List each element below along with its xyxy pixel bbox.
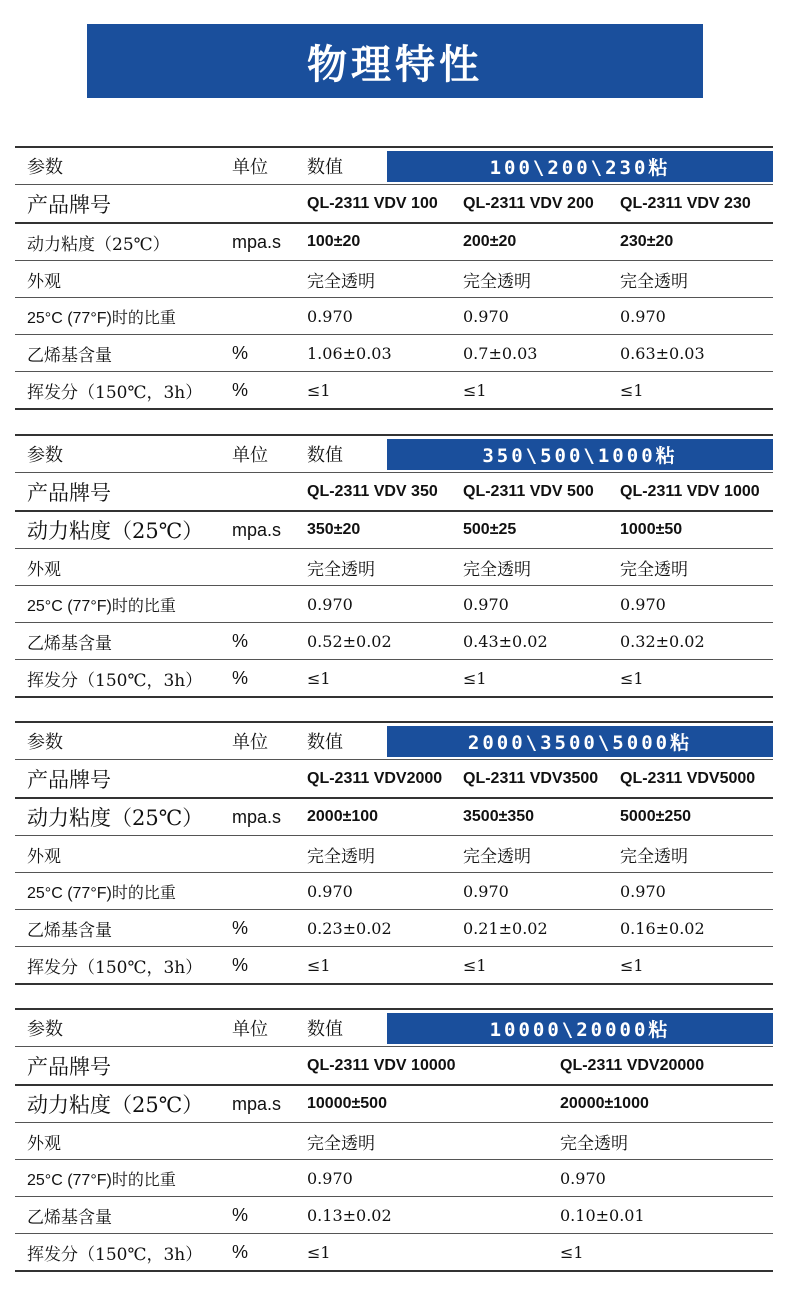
unit-percent: % (232, 917, 249, 938)
header-value: 数值 (307, 1019, 343, 1040)
row-label-gravity: 25°C (77°F)时的比重 (27, 884, 176, 902)
row-label-gravity: 25°C (77°F)时的比重 (27, 1171, 176, 1189)
table-row (15, 586, 773, 623)
table-row (15, 335, 773, 372)
volatile-value: ≤1 (463, 668, 487, 688)
table-header-row (15, 721, 773, 760)
header-unit: 单位 (232, 732, 268, 753)
spec-table (15, 721, 773, 985)
model-value: QL-2311 VDV3500 (463, 769, 599, 787)
row-label-appearance: 外观 (27, 846, 61, 867)
viscosity-range-band: 2000\3500\5000粘 (387, 726, 773, 757)
gravity-value: 0.970 (307, 881, 353, 901)
appearance-value: 完全透明 (620, 271, 688, 292)
appearance-value: 完全透明 (463, 559, 531, 580)
header-param: 参数 (27, 157, 63, 178)
vinyl-value: 0.21±0.02 (463, 918, 548, 938)
table-header-row (15, 1008, 773, 1047)
unit-mpa: mpa.s (232, 519, 282, 540)
row-label-appearance: 外观 (27, 271, 61, 292)
gravity-value: 0.970 (307, 306, 353, 326)
row-label-appearance: 外观 (27, 1133, 61, 1154)
header-unit: 单位 (232, 1019, 268, 1040)
appearance-value: 完全透明 (620, 559, 688, 580)
unit-percent: % (232, 379, 249, 400)
table-row (15, 512, 773, 549)
spec-table (15, 434, 773, 698)
page-title: 物理特性 (87, 24, 703, 98)
appearance-value: 完全透明 (620, 846, 688, 867)
gravity-value: 0.970 (307, 594, 353, 614)
vinyl-value: 0.7±0.03 (463, 343, 538, 363)
gravity-value: 0.970 (620, 594, 666, 614)
row-label-gravity: 25°C (77°F)时的比重 (27, 597, 176, 615)
appearance-value: 完全透明 (307, 846, 375, 867)
row-label-volatile: 挥发分（150℃，3h） (27, 957, 203, 978)
viscosity-value: 3500±350 (463, 808, 535, 825)
table-row (15, 799, 773, 836)
volatile-value: ≤1 (307, 380, 331, 400)
viscosity-value: 200±20 (463, 233, 517, 250)
row-label-model: 产品牌号 (27, 192, 111, 217)
row-label-viscosity: 动力粘度（25℃） (27, 1093, 204, 1117)
row-label-vinyl: 乙烯基含量 (27, 1207, 112, 1228)
table-row (15, 760, 773, 799)
appearance-value: 完全透明 (307, 271, 375, 292)
volatile-value: ≤1 (463, 955, 487, 975)
vinyl-value: 0.23±0.02 (307, 918, 392, 938)
unit-percent: % (232, 954, 249, 975)
unit-percent: % (232, 1204, 249, 1225)
row-label-appearance: 外观 (27, 559, 61, 580)
row-label-volatile: 挥发分（150℃，3h） (27, 382, 203, 403)
model-value: QL-2311 VDV 350 (307, 482, 438, 500)
row-label-viscosity: 动力粘度（25℃） (27, 806, 204, 830)
gravity-value: 0.970 (463, 306, 509, 326)
vinyl-value: 0.13±0.02 (307, 1205, 392, 1225)
unit-mpa: mpa.s (232, 231, 282, 252)
table-header-row (15, 434, 773, 473)
gravity-value: 0.970 (463, 881, 509, 901)
table-row (15, 910, 773, 947)
vinyl-value: 0.32±0.02 (620, 631, 705, 651)
row-label-volatile: 挥发分（150℃，3h） (27, 670, 203, 691)
header-unit: 单位 (232, 445, 268, 466)
table-row (15, 836, 773, 873)
model-value: QL-2311 VDV20000 (560, 1056, 705, 1074)
table-row (15, 1047, 773, 1086)
model-value: QL-2311 VDV2000 (307, 769, 443, 787)
unit-mpa: mpa.s (232, 1093, 282, 1114)
viscosity-range-band: 100\200\230粘 (387, 151, 773, 182)
gravity-value: 0.970 (307, 1168, 353, 1188)
row-label-model: 产品牌号 (27, 1054, 111, 1079)
unit-percent: % (232, 1241, 249, 1262)
table-header-row (15, 146, 773, 185)
viscosity-range-band: 10000\20000粘 (387, 1013, 773, 1044)
vinyl-value: 0.16±0.02 (620, 918, 705, 938)
header-unit: 单位 (232, 157, 268, 178)
spec-table (15, 146, 773, 410)
header-value: 数值 (307, 445, 343, 466)
table-row (15, 623, 773, 660)
table-row (15, 1197, 773, 1234)
unit-percent: % (232, 342, 249, 363)
row-label-volatile: 挥发分（150℃，3h） (27, 1244, 203, 1265)
viscosity-value: 20000±1000 (560, 1095, 649, 1112)
spec-table (15, 1008, 773, 1272)
row-label-gravity: 25°C (77°F)时的比重 (27, 309, 176, 327)
row-label-model: 产品牌号 (27, 480, 111, 505)
row-label-viscosity: 动力粘度（25℃） (27, 234, 170, 255)
vinyl-value: 0.43±0.02 (463, 631, 548, 651)
gravity-value: 0.970 (560, 1168, 606, 1188)
table-row (15, 372, 773, 410)
row-label-vinyl: 乙烯基含量 (27, 633, 112, 654)
row-label-viscosity: 动力粘度（25℃） (27, 519, 204, 543)
row-label-vinyl: 乙烯基含量 (27, 920, 112, 941)
table-row (15, 660, 773, 698)
model-value: QL-2311 VDV 500 (463, 482, 594, 500)
viscosity-value: 2000±100 (307, 808, 379, 825)
unit-percent: % (232, 667, 249, 688)
vinyl-value: 0.52±0.02 (307, 631, 392, 651)
volatile-value: ≤1 (307, 668, 331, 688)
volatile-value: ≤1 (620, 668, 644, 688)
gravity-value: 0.970 (620, 306, 666, 326)
appearance-value: 完全透明 (463, 271, 531, 292)
viscosity-value: 100±20 (307, 233, 361, 250)
viscosity-range-band: 350\500\1000粘 (387, 439, 773, 470)
table-row (15, 1160, 773, 1197)
volatile-value: ≤1 (560, 1242, 584, 1262)
table-row (15, 1086, 773, 1123)
volatile-value: ≤1 (620, 380, 644, 400)
viscosity-value: 5000±250 (620, 808, 692, 825)
row-label-vinyl: 乙烯基含量 (27, 345, 112, 366)
header-param: 参数 (27, 1019, 63, 1040)
row-label-model: 产品牌号 (27, 767, 111, 792)
viscosity-value: 350±20 (307, 521, 361, 538)
unit-percent: % (232, 630, 249, 651)
appearance-value: 完全透明 (307, 559, 375, 580)
model-value: QL-2311 VDV5000 (620, 769, 756, 787)
table-row (15, 549, 773, 586)
table-row (15, 1234, 773, 1272)
table-row (15, 1123, 773, 1160)
gravity-value: 0.970 (463, 594, 509, 614)
viscosity-value: 500±25 (463, 521, 517, 538)
table-row (15, 947, 773, 985)
header-param: 参数 (27, 445, 63, 466)
vinyl-value: 1.06±0.03 (307, 343, 392, 363)
model-value: QL-2311 VDV 10000 (307, 1056, 456, 1074)
vinyl-value: 0.10±0.01 (560, 1205, 645, 1225)
model-value: QL-2311 VDV 100 (307, 194, 438, 212)
table-row (15, 473, 773, 512)
unit-mpa: mpa.s (232, 806, 282, 827)
viscosity-value: 10000±500 (307, 1095, 387, 1112)
model-value: QL-2311 VDV 1000 (620, 482, 760, 500)
model-value: QL-2311 VDV 230 (620, 194, 751, 212)
volatile-value: ≤1 (463, 380, 487, 400)
header-param: 参数 (27, 732, 63, 753)
volatile-value: ≤1 (620, 955, 644, 975)
vinyl-value: 0.63±0.03 (620, 343, 705, 363)
volatile-value: ≤1 (307, 955, 331, 975)
table-row (15, 185, 773, 224)
volatile-value: ≤1 (307, 1242, 331, 1262)
header-value: 数值 (307, 157, 343, 178)
gravity-value: 0.970 (620, 881, 666, 901)
table-row (15, 873, 773, 910)
table-row (15, 261, 773, 298)
header-value: 数值 (307, 732, 343, 753)
table-row (15, 224, 773, 261)
appearance-value: 完全透明 (560, 1133, 628, 1154)
viscosity-value: 230±20 (620, 233, 674, 250)
viscosity-value: 1000±50 (620, 521, 683, 538)
appearance-value: 完全透明 (463, 846, 531, 867)
table-row (15, 298, 773, 335)
model-value: QL-2311 VDV 200 (463, 194, 594, 212)
appearance-value: 完全透明 (307, 1133, 375, 1154)
